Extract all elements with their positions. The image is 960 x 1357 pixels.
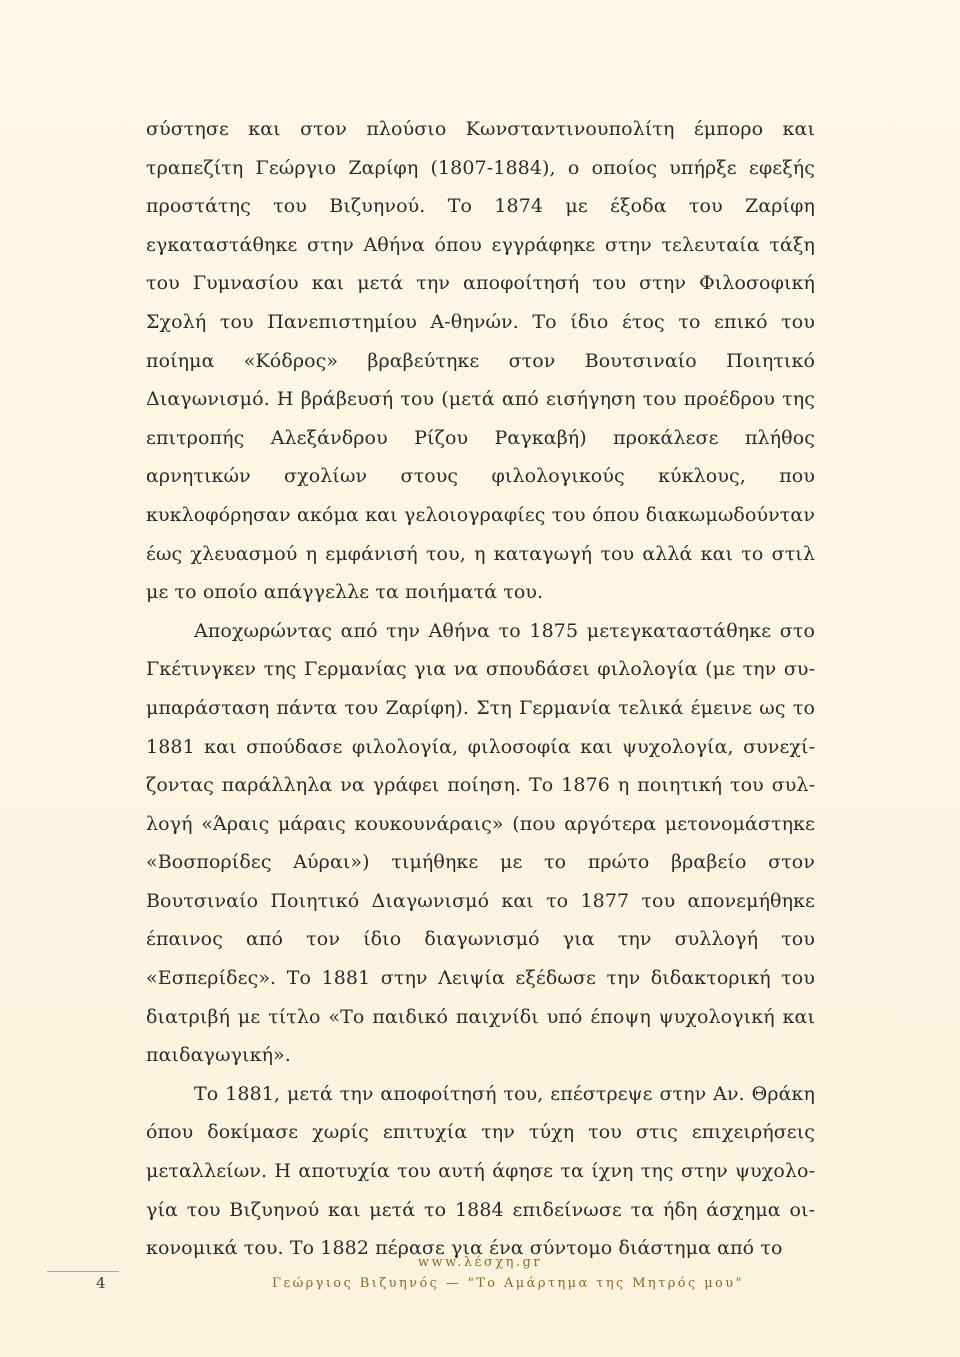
paragraph-1: σύστησε και στον πλούσιο Κωνσταντινουπολίτη έμπορο και τραπεζίτη Γεώργιο Ζαρίφη (1807-1884), ο οποίος υπήρξε εφεξής προστάτης του Βιζυηνού. Το 1874 με έξοδα του Ζαρίφη εγκαταστάθηκε στην Αθήνα όπου εγγράφηκε στην τελευταία τάξη του Γυμνασίου και μετά την αποφοίτησή του στην Φιλοσοφική Σχολή του Πανεπιστημίου Α-θηνών. Το ίδιο έτος το επικό του ποίημα «Κόδρος» βραβεύτηκε στον Βουτσιναίο Ποιητικό Διαγωνισμό. Η βράβευσή του (μετά από εισήγηση του προέδρου της επιτροπής Αλεξάνδρου Ρίζου Ραγκαβή) προκάλεσε πλήθος αρνητικών σχολίων στους φιλολογικούς κύκλους, που κυκλοφόρησαν ακόμα και γελοιογραφίες του όπου διακωμωδούνταν έως χλευασμού η εμφάνισή του, η καταγωγή του αλλά και το στιλ με το οποίο απάγγελλε τα ποιήματά του. xyxy=(146,118,815,604)
page-number: 4 xyxy=(96,1274,106,1292)
paragraph-3: Το 1881, μετά την αποφοίτησή του, επέστρεψε στην Αν. Θράκη όπου δοκίμασε χωρίς επιτυχία την τύχη του στις επιχειρήσεις μεταλλείων. Η αποτυχία του αυτή άφησε τα ίχνη της στην ψυχολογία του Βιζυηνού και μετά το 1884 επιδείνωσε τα ήδη άσχημα οικονομικά του. Το 1882 πέρασε για ένα σύντομο διάστημα από το xyxy=(146,1082,815,1260)
paragraph-2: Αποχωρώντας από την Αθήνα το 1875 μετεγκαταστάθηκε στο Γκέτινγκεν της Γερμανίας για να σπουδάσει φιλολογία (με την συμπαράσταση πάντα του Ζαρίφη). Στη Γερμανία τελικά έμεινε ως το 1881 και σπούδασε φιλολογία, φιλοσοφία και ψυχολογία, συνεχίζοντας παράλληλα να γράφει ποίηση. Το 1876 η ποιητική του συλλογή «Άραις μάραις κουκουνάραις» (που αργότερα μετονομάστηκε «Βοσπορίδες Αύραι») τιμήθηκε με το πρώτο βραβείο στον Βουτσιναίο Ποιητικό Διαγωνισμό και το 1877 του απονεμήθηκε έπαινος από τον ίδιο διαγωνισμό για την συλλογή του «Εσπερίδες». Το 1881 στην Λειψία εξέδωσε την διδακτορική του διατριβή με τίτλο «Το παιδικό παιχνίδι υπό έποψη ψυχολογική και παιδαγωγική». xyxy=(146,619,815,1067)
footer-divider xyxy=(47,1271,119,1272)
footer-book-title: Γεώργιος Βιζυηνός — "Το Αμάρτημα της Μητρός μου" xyxy=(272,1276,744,1291)
body-text xyxy=(146,110,815,1268)
footer-site-link[interactable]: www.λέσχη.gr xyxy=(417,1255,543,1270)
